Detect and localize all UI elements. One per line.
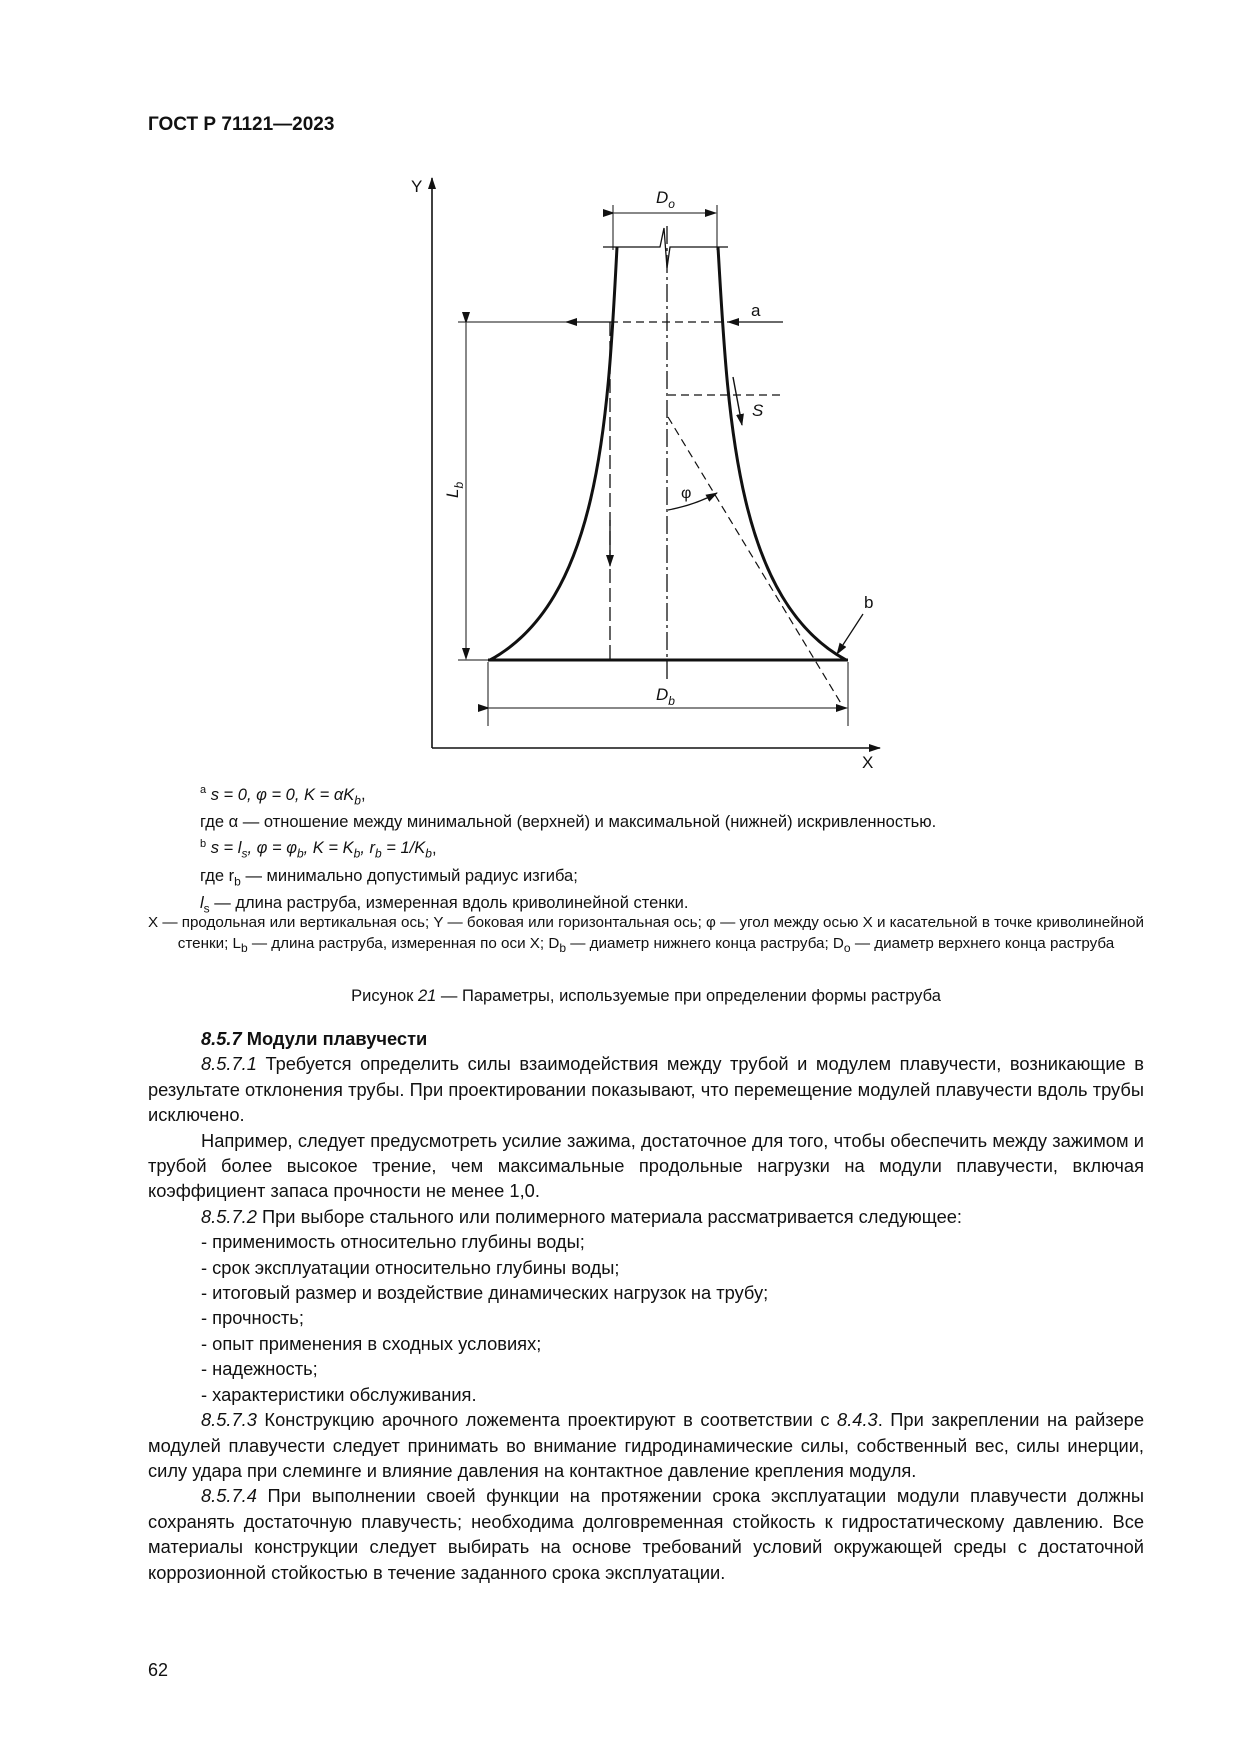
note-ls: $l_s$ — длина раструба, измеренная вдоль криволинейной стенки.: [200, 893, 689, 916]
phi-arc: [668, 493, 717, 510]
label-a: a: [751, 301, 761, 320]
list-item: - применимость относительно глубины воды;: [201, 1231, 585, 1253]
label-do: $D_o$: [656, 188, 675, 211]
label-s: S: [752, 401, 764, 420]
list-item: - надежность;: [201, 1358, 318, 1380]
paragraph-8-5-7-2: 8.5.7.2 При выборе стального или полимерного материала рассматривается следующее:: [201, 1205, 963, 1227]
figure-caption: Рисунок 21 — Параметры, используемые при определении формы раструба: [351, 987, 941, 1005]
paragraph-8-5-7-3: 8.5.7.3 Конструкцию арочного ложемента проектируют в соответствии с 8.4.3. При закреплении на райзере модулей плавучести следует принимать во внимание гидродинамические силы, собственный вес, силы инерции, силу удара при слеминге и влияние давления на контактное давление крепления модуля.: [148, 1409, 1144, 1481]
label-db: $D_b$: [656, 685, 675, 708]
list-item: - характеристики обслуживания.: [201, 1383, 477, 1405]
label-phi: φ: [681, 485, 692, 502]
label-lb: $L_b$: [443, 481, 466, 498]
section-body: [148, 1026, 1144, 1585]
paragraph-8-5-7-4: 8.5.7.4 При выполнении своей функции на протяжении срока эксплуатации модули плавучести должны сохранять достаточную плавучесть; необходима долговременная стойкость к гидростатическому давлению. Все материалы конструкции следует выбирать на основе требований условий окружающей среды с достаточной коррозионной стойкостью в течение заданного срока эксплуатации.: [148, 1485, 1144, 1583]
list-item: - итоговый размер и воздействие динамических нагрузок на трубу;: [201, 1282, 769, 1304]
note-a: $^a$ s = 0, φ = 0, $K = \alpha K_b$,: [200, 784, 366, 807]
axis-y-label: Y: [411, 177, 423, 196]
list-item: - прочность;: [201, 1307, 304, 1329]
figure-legend: X — продольная или вертикальная ось; Y — боковая или горизонтальная ось; φ — угол между осью X и касательной в точке криволинейной стенки; $L_b$ — длина раструба, измеренная по оси X; $D_b$ — диаметр нижнего конца раструба; $D_o$ — диаметр верхнего конца раструба: [148, 914, 1144, 955]
note-a-where: где α — отношение между минимальной (верхней) и максимальной (нижней) искривленностью.: [200, 812, 937, 831]
label-b: b: [864, 593, 874, 612]
document-header: ГОСТ Р 71121—2023: [148, 114, 335, 135]
section-heading: 8.5.7 Модули плавучести: [201, 1028, 428, 1049]
arrow-s: [733, 377, 742, 425]
paragraph-example: Например, следует предусмотреть усилие зажима, достаточное для того, чтобы обеспечить между зажимом и трубой более высокое трение, чем максимальные продольные нагрузки на модули плавучести, включая коэффициент запаса прочности не менее 1,0.: [148, 1129, 1144, 1202]
top-edge: [603, 228, 728, 268]
right-wall: [718, 247, 846, 660]
figure-notes: [200, 779, 936, 919]
paragraph-8-5-7-1: 8.5.7.1 Требуется определить силы взаимодействия между трубой и модулем плавучести, возникающие в результате отклонения трубы. При проектировании показывают, что перемещение модулей плавучести вдоль трубы исключено.: [148, 1053, 1144, 1126]
bell-mouth-figure: [0, 0, 1241, 780]
page-number: 62: [148, 1660, 169, 1680]
list-item: - срок эксплуатации относительно глубины воды;: [201, 1256, 620, 1278]
axis-x-label: X: [862, 753, 874, 772]
left-wall: [490, 247, 617, 660]
note-rb: где $r_b$ — минимально допустимый радиус изгиба;: [200, 866, 578, 888]
tangent-line: [668, 417, 842, 705]
list-item: - опыт применения в сходных условиях;: [201, 1332, 542, 1354]
arrow-b: [837, 614, 863, 654]
note-b: $^b$ $s = l_s$, $\varphi = \varphi_b$, $K = K_b$, $r_b = 1/K_b$,: [200, 837, 437, 861]
